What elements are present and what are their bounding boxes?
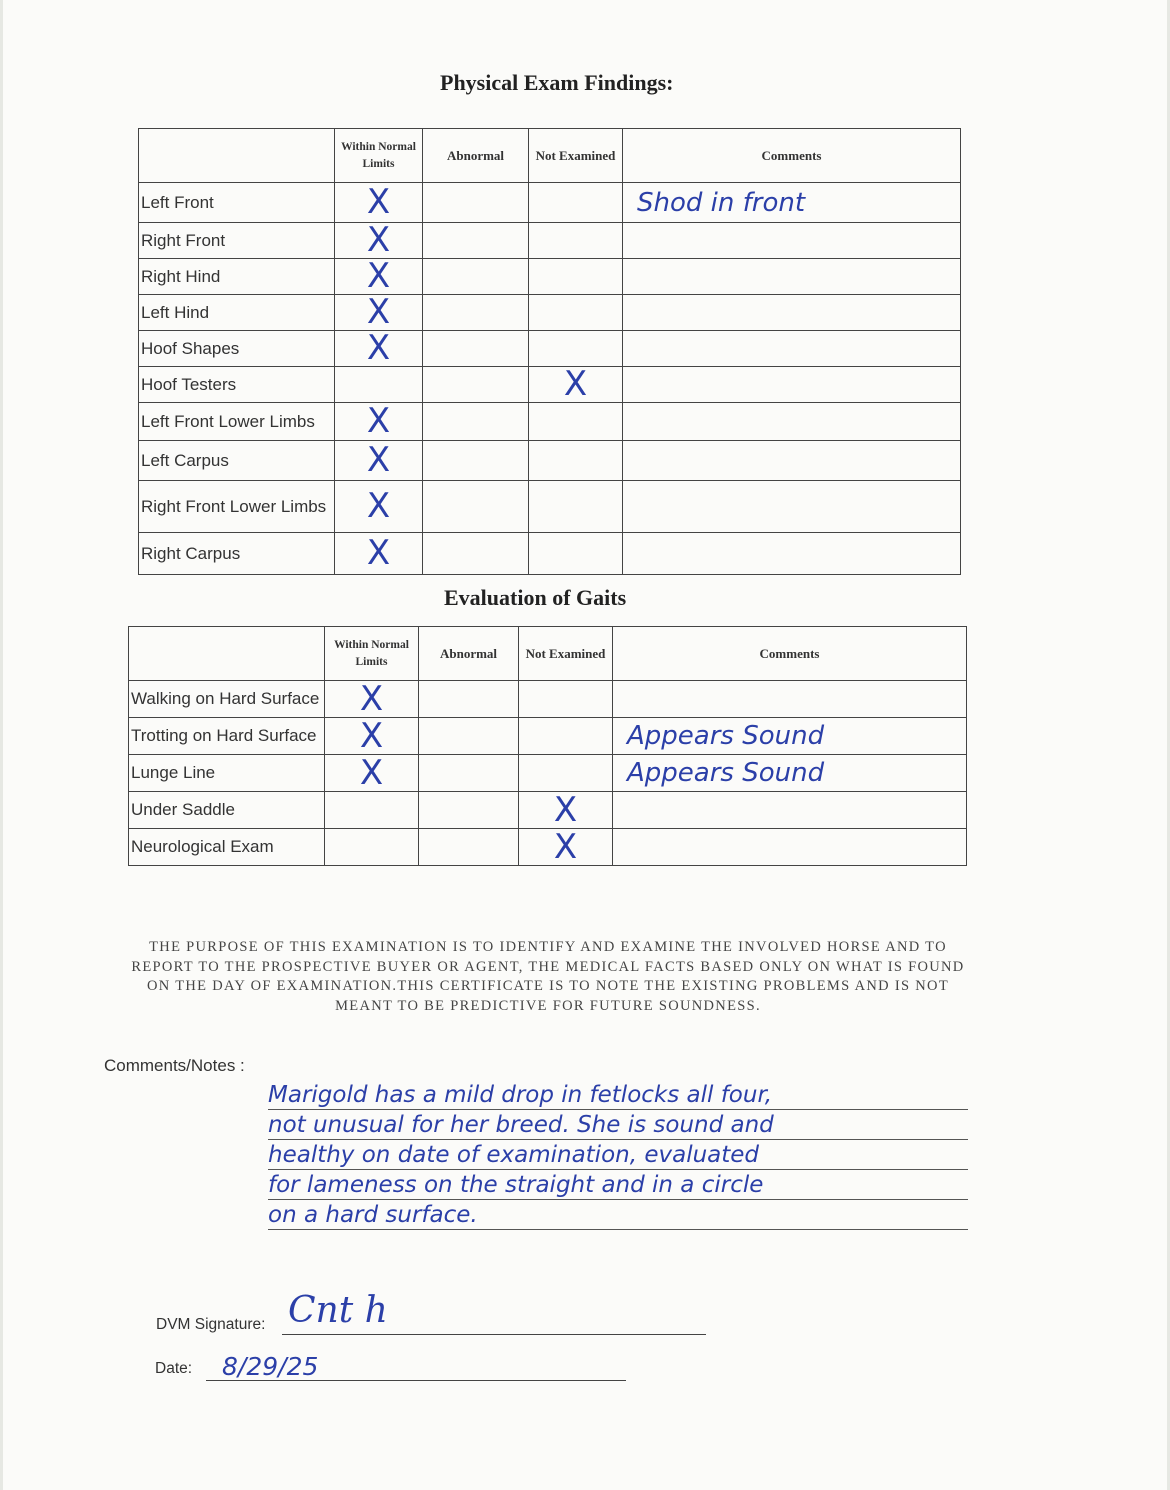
date-value: 8/29/25 <box>222 1352 319 1381</box>
not-examined-mark <box>519 718 613 755</box>
signature-line <box>282 1334 706 1335</box>
wnl-mark <box>335 259 423 295</box>
abnormal-mark <box>423 367 529 403</box>
exam-row-label: Right Front <box>139 223 335 259</box>
exam-row-label: Right Front Lower Limbs <box>139 481 335 533</box>
abnormal-mark <box>423 481 529 533</box>
gaits-row-comment <box>613 681 967 718</box>
notes-line: for lameness on the straight and in a circle <box>268 1170 968 1200</box>
signature-label: DVM Signature: <box>156 1316 266 1333</box>
gaits-row <box>129 755 967 792</box>
not-examined-mark <box>519 829 613 866</box>
x-mark: X <box>366 294 391 331</box>
not-examined-mark <box>529 441 623 481</box>
wnl-mark <box>335 481 423 533</box>
x-mark: X <box>366 258 391 295</box>
gaits-table <box>128 626 967 866</box>
exam-row-label: Hoof Shapes <box>139 331 335 367</box>
gaits-row-label: Walking on Hard Surface <box>129 681 325 718</box>
wnl-mark <box>335 441 423 481</box>
not-examined-mark <box>529 481 623 533</box>
abnormal-mark <box>423 441 529 481</box>
x-mark: X <box>563 366 588 403</box>
notes-line: Marigold has a mild drop in fetlocks all four, <box>268 1080 968 1110</box>
exam-row-comment: Shod in front <box>623 183 961 223</box>
page-edge-left <box>0 0 3 1490</box>
exam-row-comment <box>623 441 961 481</box>
exam-header-comments: Comments <box>623 129 961 183</box>
gaits-row-comment: Appears Sound <box>613 755 967 792</box>
gaits-row-comment <box>613 792 967 829</box>
notes-line: healthy on date of examination, evaluated <box>268 1140 968 1170</box>
exam-row-comment <box>623 331 961 367</box>
exam-row <box>139 295 961 331</box>
abnormal-mark <box>419 829 519 866</box>
wnl-mark <box>325 792 419 829</box>
abnormal-mark <box>423 259 529 295</box>
exam-table <box>138 128 961 575</box>
notes-label: Comments/Notes : <box>104 1056 245 1075</box>
date-line <box>206 1380 626 1381</box>
gaits-header-comments: Comments <box>613 627 967 681</box>
not-examined-mark <box>529 331 623 367</box>
x-mark: X <box>366 330 391 367</box>
not-examined-mark <box>529 367 623 403</box>
x-mark: X <box>553 828 578 866</box>
abnormal-mark <box>423 183 529 223</box>
exam-row-comment <box>623 295 961 331</box>
exam-row-label: Right Hind <box>139 259 335 295</box>
x-mark: X <box>366 486 391 526</box>
gaits-header-label <box>129 627 325 681</box>
not-examined-mark <box>529 183 623 223</box>
exam-header-not-examined: Not Examined <box>529 129 623 183</box>
gaits-row-label: Under Saddle <box>129 792 325 829</box>
gaits-header-abnormal: Abnormal <box>419 627 519 681</box>
abnormal-mark <box>419 718 519 755</box>
not-examined-mark <box>529 295 623 331</box>
exam-row-label: Hoof Testers <box>139 367 335 403</box>
gaits-title: Evaluation of Gaits <box>444 585 627 610</box>
abnormal-mark <box>423 295 529 331</box>
x-mark: X <box>366 222 391 259</box>
wnl-mark <box>325 681 419 718</box>
wnl-mark <box>335 533 423 575</box>
not-examined-mark <box>519 792 613 829</box>
wnl-mark <box>335 331 423 367</box>
exam-row <box>139 481 961 533</box>
exam-header-label <box>139 129 335 183</box>
exam-row-label: Left Hind <box>139 295 335 331</box>
exam-row <box>139 441 961 481</box>
wnl-mark <box>335 183 423 223</box>
disclaimer-text: THE PURPOSE OF THIS EXAMINATION IS TO IDENTIFY AND EXAMINE THE INVOLVED HORSE AND TO REPORT TO THE PROSPECTIVE BUYER OR AGENT, THE MEDICAL FACTS BASED ONLY ON WHAT IS FOUND ON THE DAY OF EXAMINATION.THIS CERTIFICATE IS TO NOTE THE EXISTING PROBLEMS AND IS NOT MEANT TO BE PREDICTIVE FOR FUTURE SOUNDNESS. <box>131 939 965 1014</box>
exam-row-label: Left Carpus <box>139 441 335 481</box>
gaits-row-label: Trotting on Hard Surface <box>129 718 325 755</box>
wnl-mark <box>325 829 419 866</box>
x-mark: X <box>359 717 384 755</box>
abnormal-mark <box>423 331 529 367</box>
notes-line: not unusual for her breed. She is sound and <box>268 1110 968 1140</box>
exam-row-label: Left Front Lower Limbs <box>139 403 335 441</box>
exam-header-wnl: Within Normal Limits <box>335 129 423 183</box>
exam-row-comment <box>623 367 961 403</box>
exam-row <box>139 331 961 367</box>
x-mark: X <box>366 533 391 573</box>
gaits-row-label: Neurological Exam <box>129 829 325 866</box>
not-examined-mark <box>519 755 613 792</box>
wnl-mark <box>335 223 423 259</box>
gaits-row <box>129 718 967 755</box>
gaits-header-not-examined: Not Examined <box>519 627 613 681</box>
exam-row-label: Left Front <box>139 183 335 223</box>
not-examined-mark <box>529 403 623 441</box>
not-examined-mark <box>529 533 623 575</box>
exam-header-row <box>139 129 961 183</box>
not-examined-mark <box>529 223 623 259</box>
exam-row <box>139 183 961 223</box>
notes-line: on a hard surface. <box>268 1200 968 1230</box>
notes-block <box>268 1080 968 1230</box>
exam-row <box>139 223 961 259</box>
x-mark: X <box>359 680 384 718</box>
exam-row <box>139 259 961 295</box>
x-mark: X <box>359 754 384 792</box>
x-mark: X <box>366 440 391 480</box>
exam-row-comment <box>623 481 961 533</box>
x-mark: X <box>366 182 391 222</box>
gaits-row <box>129 829 967 866</box>
exam-row <box>139 367 961 403</box>
x-mark: X <box>366 402 391 441</box>
gaits-row-comment <box>613 829 967 866</box>
x-mark: X <box>553 791 578 829</box>
abnormal-mark <box>419 755 519 792</box>
exam-header-abnormal: Abnormal <box>423 129 529 183</box>
exam-row <box>139 403 961 441</box>
wnl-mark <box>335 367 423 403</box>
not-examined-mark <box>529 259 623 295</box>
exam-row-label: Right Carpus <box>139 533 335 575</box>
exam-row-comment <box>623 259 961 295</box>
gaits-row <box>129 792 967 829</box>
exam-row-comment <box>623 403 961 441</box>
abnormal-mark <box>419 792 519 829</box>
gaits-header-wnl: Within Normal Limits <box>325 627 419 681</box>
wnl-mark <box>325 718 419 755</box>
abnormal-mark <box>419 681 519 718</box>
gaits-header-row <box>129 627 967 681</box>
wnl-mark <box>325 755 419 792</box>
signature-handwriting: Cnt h <box>288 1290 388 1331</box>
gaits-row-comment: Appears Sound <box>613 718 967 755</box>
abnormal-mark <box>423 403 529 441</box>
not-examined-mark <box>519 681 613 718</box>
exam-row <box>139 533 961 575</box>
gaits-row-label: Lunge Line <box>129 755 325 792</box>
exam-title: Physical Exam Findings: <box>440 70 674 95</box>
exam-row-comment <box>623 223 961 259</box>
wnl-mark <box>335 295 423 331</box>
exam-row-comment <box>623 533 961 575</box>
abnormal-mark <box>423 223 529 259</box>
abnormal-mark <box>423 533 529 575</box>
wnl-mark <box>335 403 423 441</box>
gaits-row <box>129 681 967 718</box>
date-label: Date: <box>155 1360 193 1377</box>
